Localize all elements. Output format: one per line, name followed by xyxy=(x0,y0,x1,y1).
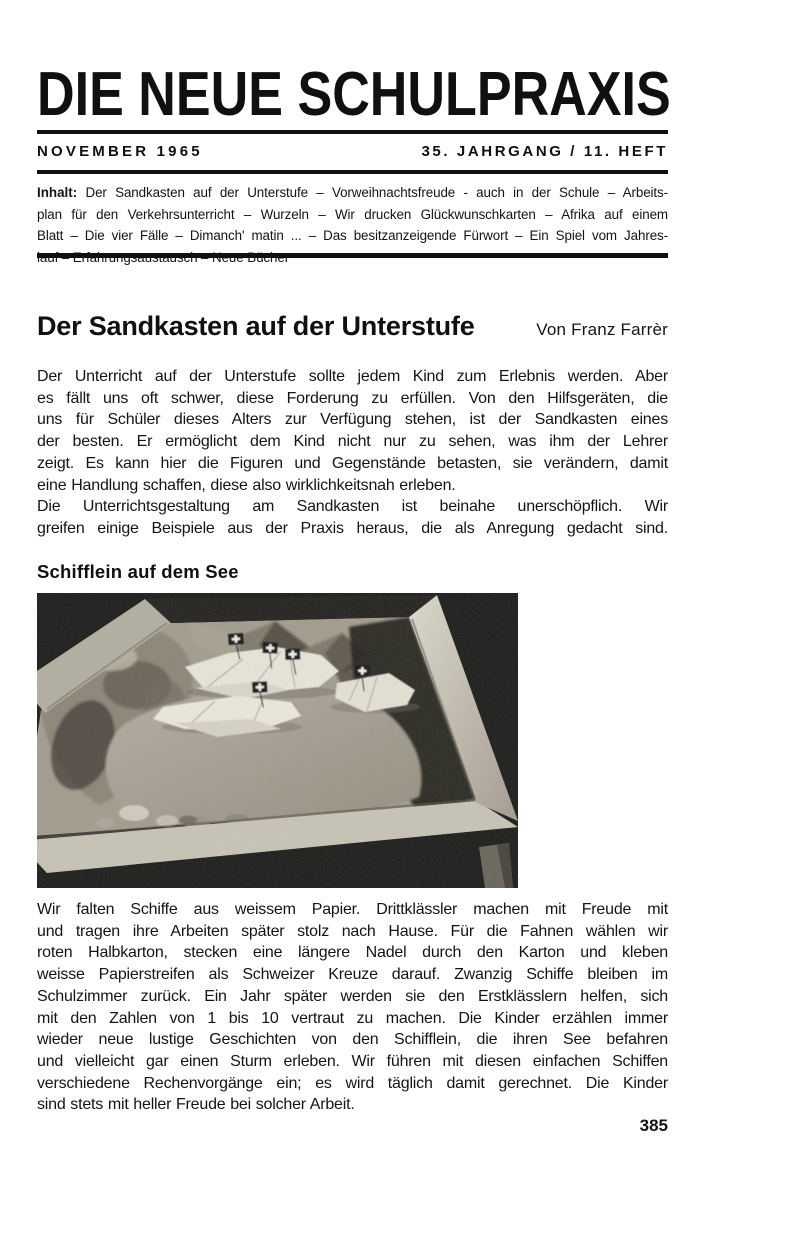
text-line: verschiedene Rechenvorgänge ein; es wird täglich damit gerechnet. Die Kinder xyxy=(37,1074,668,1092)
text-line: mit den Zahlen von 1 bis 10 vertraut zu machen. Die Kinder erzählen immer xyxy=(37,1009,668,1027)
text-line: es fällt uns oft schwer, diese Forderung zu erfüllen. Von den Hilfsgeräten, die xyxy=(37,389,668,407)
text-line: eine Handlung schaffen, diese also wirklichkeitsnah erleben. xyxy=(37,476,456,494)
section-heading: Schifflein auf dem See xyxy=(37,561,239,582)
contents-label: Inhalt: xyxy=(37,185,78,200)
text-line: Wir falten Schiffe aus weissem Papier. Drittklässler machen mit Freude mit xyxy=(37,901,668,918)
text-line: sind stets mit heller Freude bei solcher Arbeit. xyxy=(37,1096,355,1114)
masthead-title: DIE NEUE SCHULPRAXIS xyxy=(37,60,671,129)
article-byline: Von Franz Farrèr xyxy=(536,320,668,339)
text-line: wieder neue lustige Geschichten von den Schifflein, die ihren See befahren xyxy=(37,1031,668,1049)
page-number: 385 xyxy=(639,1116,668,1135)
contents-line: Inhalt: Der Sandkasten auf der Unterstufe – Vorweihnachtsfreude - auch in der Schule – Arbeits- xyxy=(37,185,669,200)
volume-heft: 35. JAHRGANG / 11. HEFT xyxy=(421,143,668,160)
contents-line: plan für den Verkehrsunterricht – Wurzeln – Wir drucken Glückwunschkarten – Afrika auf einem xyxy=(37,206,668,222)
article-header xyxy=(37,311,668,342)
text-line: weisse Papierstreifen als Schweizer Kreuze darauf. Zwanzig Schiffe bleiben im xyxy=(37,966,668,984)
masthead-rule-middle xyxy=(37,170,668,174)
text-line: Schulzimmer zurück. Ein Jahr später werden sie den Erstklässlern helfen, sich xyxy=(37,987,668,1005)
body-paragraph xyxy=(37,899,668,1116)
sandbox-photo xyxy=(37,593,518,888)
text-line: und tragen ihre Arbeiten später stolz nach Hause. Für die Fahnen wählen wir xyxy=(37,922,668,940)
text-line: zeigt. Es kann hier die Figuren und Gegenstände betasten, sie verändern, damit xyxy=(37,454,668,472)
text-line: uns für Schüler dieses Alters zur Verfügung stehen, ist der Sandkasten eines xyxy=(37,411,668,429)
masthead-rule-bottom xyxy=(37,253,668,258)
issue-date: NOVEMBER 1965 xyxy=(37,143,203,160)
text-line: und vielleicht gar einen Sturm erleben. Wir führen mit diesen einfachen Schiffen xyxy=(37,1052,668,1070)
dateline xyxy=(37,144,668,159)
text-line: der besten. Er ermöglicht dem Kind nicht nur zu sehen, was ihm der Lehrer xyxy=(37,433,668,451)
article-title: Der Sandkasten auf der Unterstufe xyxy=(37,311,475,341)
intro-paragraphs xyxy=(37,366,668,540)
text-line: roten Halbkarton, stecken eine längere Nadel durch den Karton und kleben xyxy=(37,944,668,962)
text-line: Der Unterricht auf der Unterstufe sollte jedem Kind zum Erlebnis werden. Aber xyxy=(37,368,668,385)
contents-line: Blatt – Die vier Fälle – Dimanch' matin ... – Das besitzanzeigende Fürwort – Ein Spiel vom Jahres- xyxy=(37,228,668,244)
text-line: greifen einige Beispiele aus der Praxis heraus, die als Anregung gedacht sind. xyxy=(37,519,668,537)
masthead-rule-top xyxy=(37,130,668,134)
text-line: Die Unterrichtsgestaltung am Sandkasten ist beinahe unerschöpflich. Wir xyxy=(37,498,668,516)
sandbox-photo-graphic xyxy=(37,593,518,888)
